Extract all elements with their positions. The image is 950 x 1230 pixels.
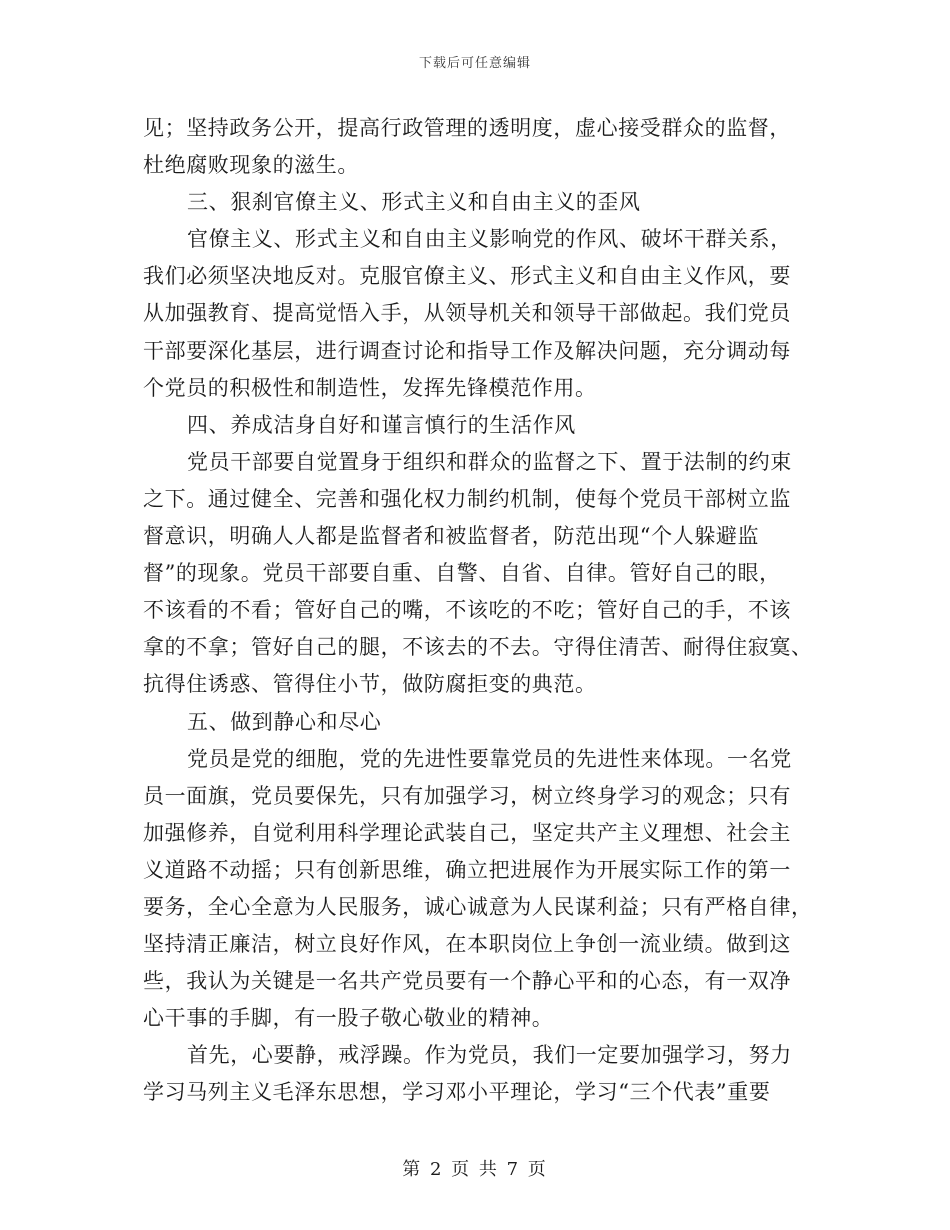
page-header-note: 下载后可任意编辑 xyxy=(418,56,531,71)
text-line: 要务，全心全意为人民服务，诚心诚意为人民谋利益；只有严格自律， xyxy=(143,894,813,919)
text-line: 抗得住诱惑、管得住小节，做防腐拒变的典范。 xyxy=(143,672,597,697)
text-line: 官僚主义、形式主义和自由主义影响党的作风、破坏干群关系， xyxy=(187,227,792,252)
text-line: 督意识，明确人人都是监督者和被监督者，防范出现“个人躲避监 xyxy=(143,524,760,549)
text-line: 杜绝腐败现象的滋生。 xyxy=(143,153,359,178)
text-line: 首先，心要静，戒浮躁。作为党员，我们一定要加强学习，努力 xyxy=(187,1043,792,1068)
text-line: 从加强教育、提高觉悟入手，从领导机关和领导干部做起。我们党员 xyxy=(143,301,791,326)
section-heading: 三、狠刹官僚主义、形式主义和自由主义的歪风 xyxy=(187,190,641,215)
text-line: 个党员的积极性和制造性，发挥先锋模范作用。 xyxy=(143,375,597,400)
text-line: 些，我认为关键是一名共产党员要有一个静心平和的心态，有一双净 xyxy=(143,969,791,994)
text-line: 心干事的手脚，有一股子敬心敬业的精神。 xyxy=(143,1006,554,1031)
section-heading: 四、养成洁身自好和谨言慎行的生活作风 xyxy=(187,412,576,437)
text-line: 学习马列主义毛泽东思想，学习邓小平理论，学习“三个代表”重要 xyxy=(143,1080,771,1105)
text-line: 员一面旗，党员要保先，只有加强学习，树立终身学习的观念；只有 xyxy=(143,783,791,808)
text-line: 之下。通过健全、完善和强化权力制约机制，使每个党员干部树立监 xyxy=(143,486,791,511)
text-line: 义道路不动摇；只有创新思维，确立把进展作为开展实际工作的第一 xyxy=(143,857,791,882)
document-body xyxy=(143,110,813,1112)
text-line: 党员是党的细胞，党的先进性要靠党员的先进性来体现。一名党 xyxy=(187,746,792,771)
text-line: 党员干部要自觉置身于组织和群众的监督之下、置于法制的约束 xyxy=(187,449,792,474)
text-line: 干部要深化基层，进行调查讨论和指导工作及解决问题，充分调动每 xyxy=(143,338,791,363)
text-line: 见；坚持政务公开，提高行政管理的透明度，虚心接受群众的监督， xyxy=(143,116,791,140)
text-line: 坚持清正廉洁，树立良好作风，在本职岗位上争创一流业绩。做到这 xyxy=(143,932,791,957)
page-number: 第 2 页 共 7 页 xyxy=(402,1159,548,1180)
text-line: 加强修养，自觉利用科学理论武装自己，坚定共产主义理想、社会主 xyxy=(143,820,791,845)
text-line: 拿的不拿；管好自己的腿，不该去的不去。守得住清苦、耐得住寂寞、 xyxy=(143,635,813,660)
text-line: 不该看的不看；管好自己的嘴，不该吃的不吃；管好自己的手，不该 xyxy=(143,598,791,623)
text-line: 督”的现象。党员干部要自重、自警、自省、自律。管好自己的眼， xyxy=(143,561,781,586)
section-heading: 五、做到静心和尽心 xyxy=(187,709,382,734)
text-line: 我们必须坚决地反对。克服官僚主义、形式主义和自由主义作风，要 xyxy=(143,264,791,289)
